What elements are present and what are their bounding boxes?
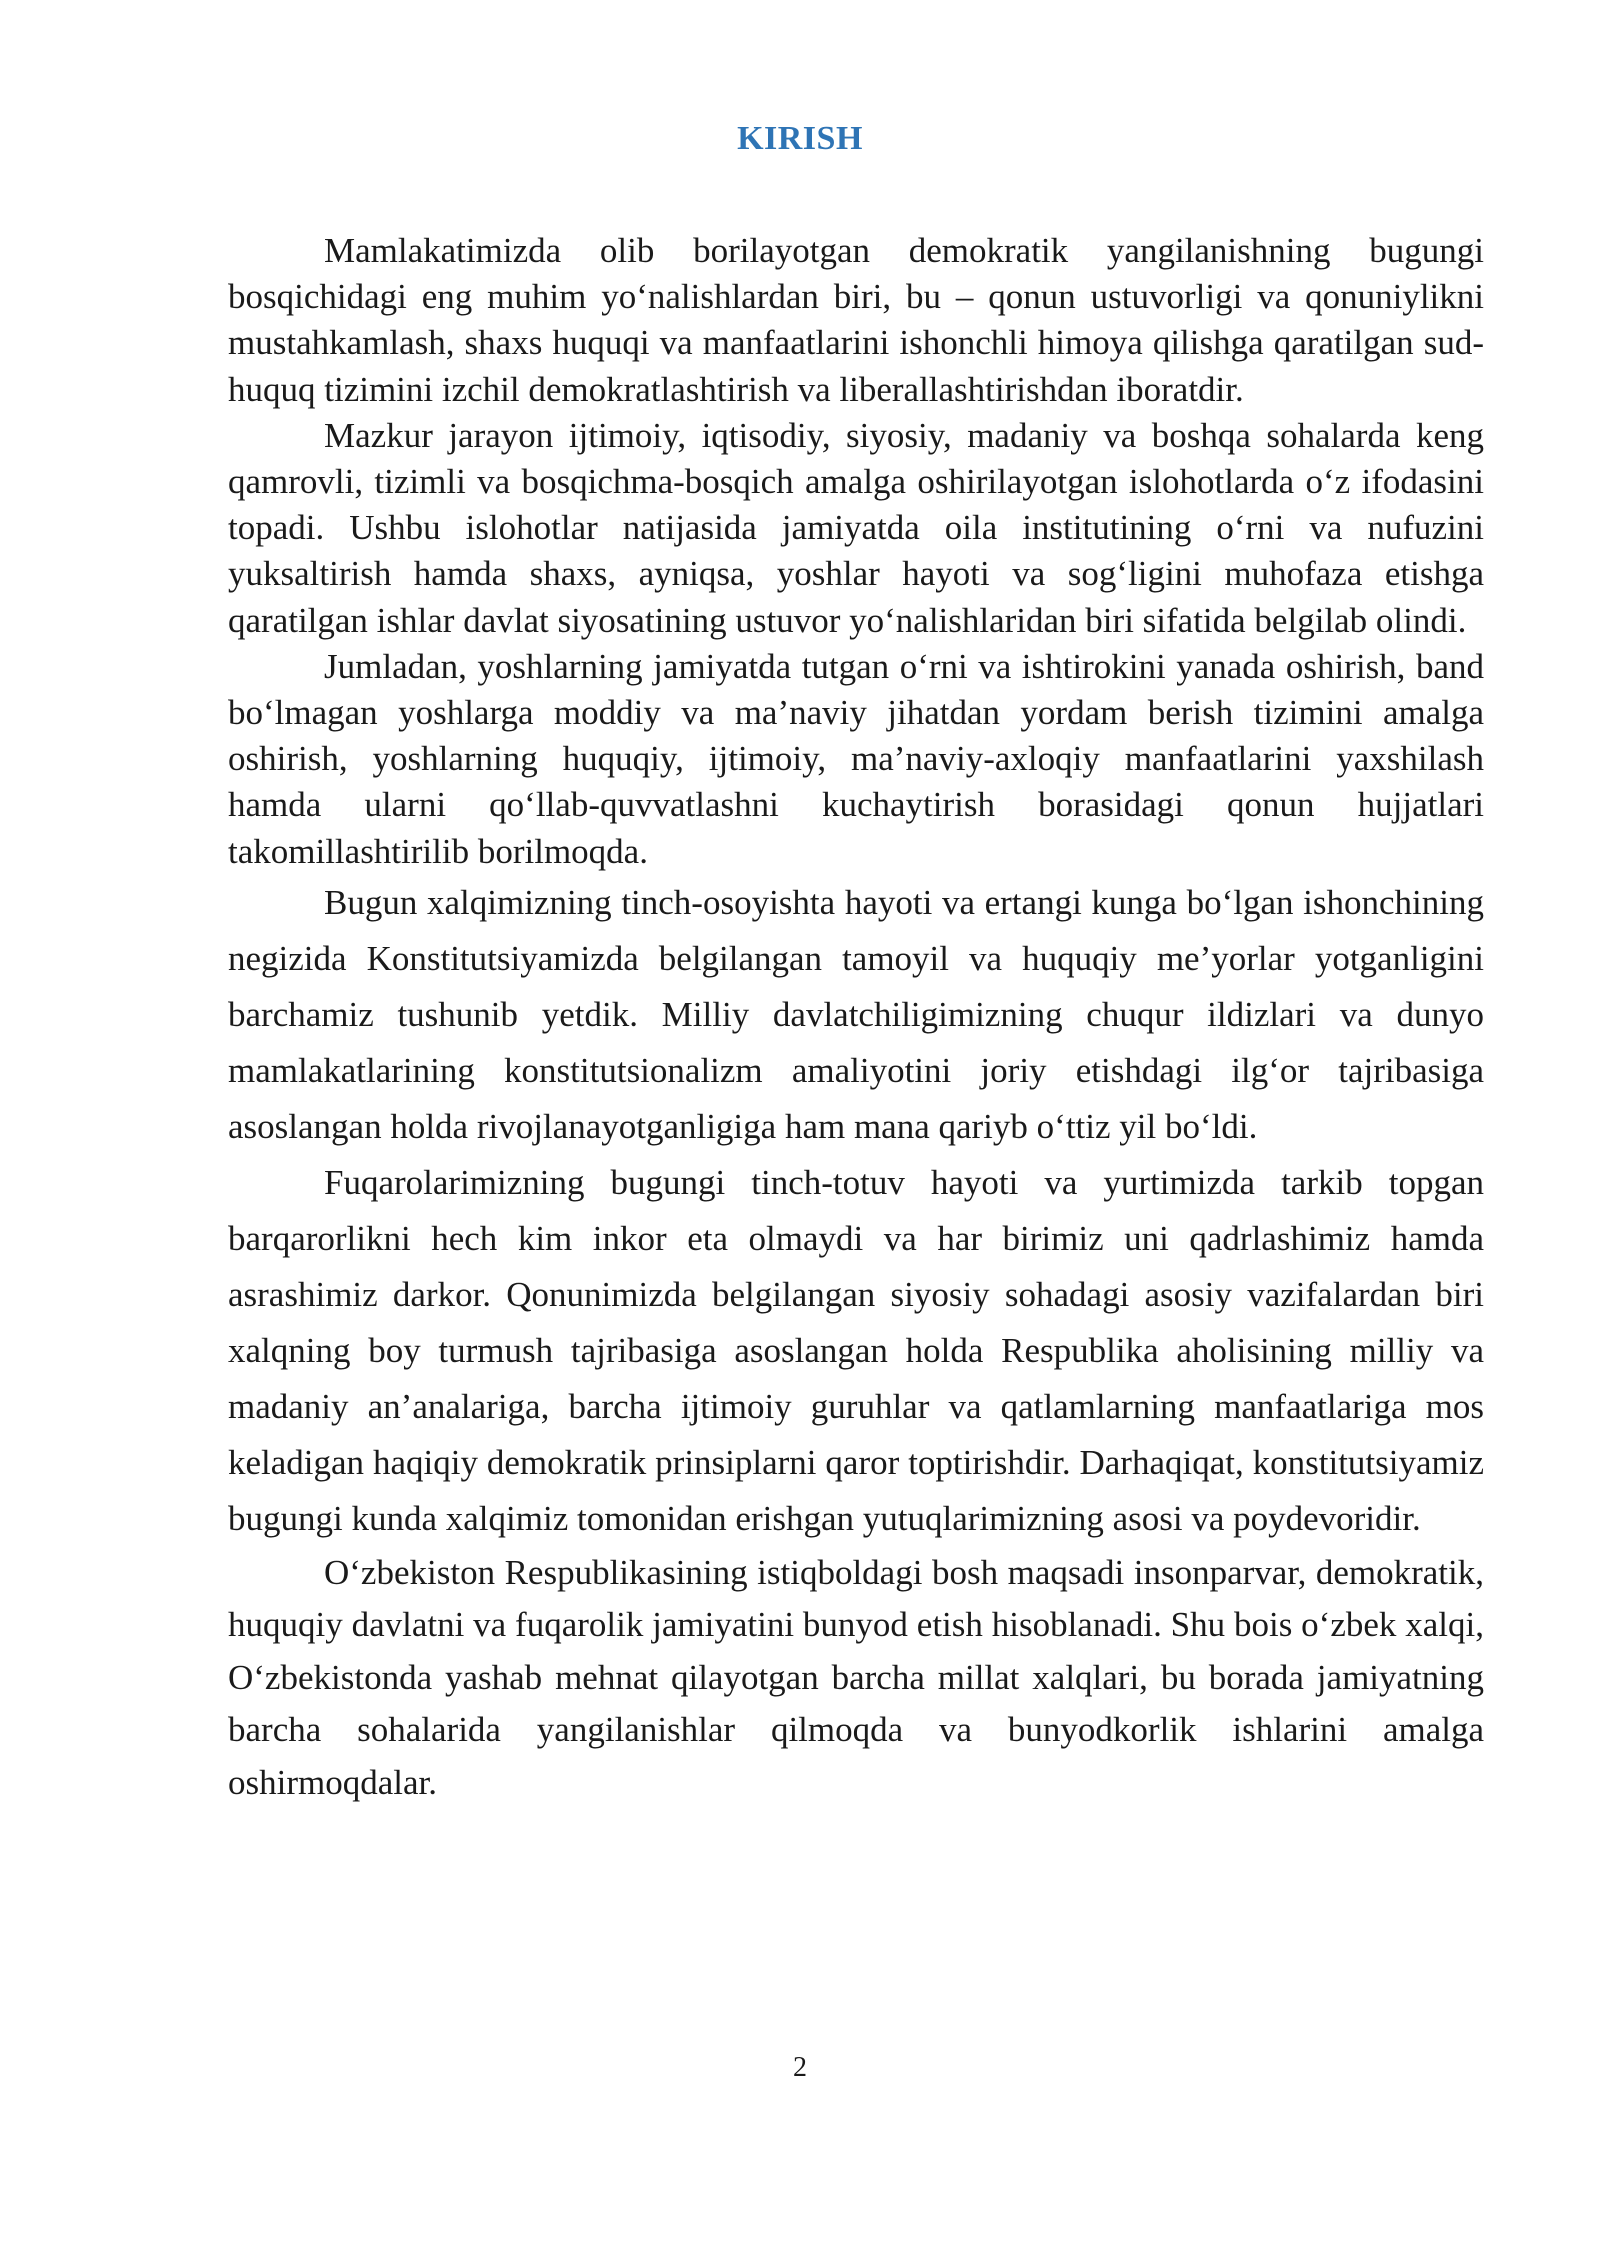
paragraph-3: Jumladan, yoshlarning jamiyatda tutgan o‘rni va ishtirokini yanada oshirish, band bo‘lmagan yoshlarga moddiy va ma’naviy jihatdan yordam berish tizimini amalga oshirish, yoshlarning huquqiy, ijtimoiy, ma’naviy-axloqiy manfaatlarini yaxshilash hamda ularni qo‘llab-quvvatlashni kuchaytirish borasidagi qonun hujjatlari takomillashtirilib borilmoqda.	[228, 646, 1484, 871]
page-number: 2	[793, 2052, 807, 2083]
paragraph-5: Fuqarolarimizning bugungi tinch-totuv hayoti va yurtimizda tarkib topgan barqarorlikni hech kim inkor eta olmaydi va har birimiz uni qadrlashimiz hamda asrashimiz darkor. Qonunimizda belgilangan siyosiy sohadagi asosiy vazifalardan biri xalqning boy turmush tajribasiga asoslangan holda Respublika aholisining milliy va madaniy an’analariga, barcha ijtimoiy guruhlar va qatlamlarning manfaatlariga mos keladigan haqiqiy demokratik prinsiplarni qaror toptirishdir. Darhaqiqat, konstitutsiyamiz bugungi kunda xalqimiz tomonidan erishgan yutuqlarimizning asosi va poydevoridir.	[228, 1162, 1484, 1538]
paragraph-4: Bugun xalqimizning tinch-osoyishta hayoti va ertangi kunga bo‘lgan ishonchining negizida Konstitutsiyamizda belgilangan tamoyil va huquqiy me’yorlar yotganligini barchamiz tushunib yetdik. Milliy davlatchiligimizning chuqur ildizlari va dunyo mamlakatlarining konstitutsionalizm amaliyotini joriy etishdagi ilg‘or tajribasiga asoslangan holda rivojlanayotganligiga ham mana qariyb o‘ttiz yil bo‘ldi.	[228, 882, 1484, 1146]
paragraph-2: Mazkur jarayon ijtimoiy, iqtisodiy, siyosiy, madaniy va boshqa sohalarda keng qamrovli, tizimli va bosqichma-bosqich amalga oshirilayotgan islohotlarda o‘z ifodasini topadi. Ushbu islohotlar natijasida jamiyatda oila institutining o‘rni va nufuzini yuksaltirish hamda shaxs, ayniqsa, yoshlar hayoti va sog‘ligini muhofaza etishga qaratilgan ishlar davlat siyosatining ustuvor yo‘nalishlaridan biri sifatida belgilab olindi.	[228, 415, 1484, 640]
paragraph-6: O‘zbekiston Respublikasining istiqboldagi bosh maqsadi insonparvar, demokratik, huquqiy davlatni va fuqarolik jamiyatini bunyod etish hisoblanadi. Shu bois o‘zbek xalqi, O‘zbekistonda yashab mehnat qilayotgan barcha millat xalqlari, bu borada jamiyatning barcha sohalarida yangilanishlar qilmoqda va bunyodkorlik ishlarini amalga oshirmoqdalar.	[228, 1552, 1484, 1802]
body-text	[228, 228, 1484, 1809]
paragraph-1: Mamlakatimizda olib borilayotgan demokratik yangilanishning bugungi bosqichidagi eng muhim yo‘nalishlardan biri, bu – qonun ustuvorligi va qonuniylikni mustahkamlash, shaxs huquqi va manfaatlarini ishonchli himoya qilishga qaratilgan sud-huquq tizimini izchil demokratlashtirish va liberallashtirishdan iboratdir.	[228, 231, 1484, 409]
page-heading: KIRISH	[737, 120, 863, 157]
